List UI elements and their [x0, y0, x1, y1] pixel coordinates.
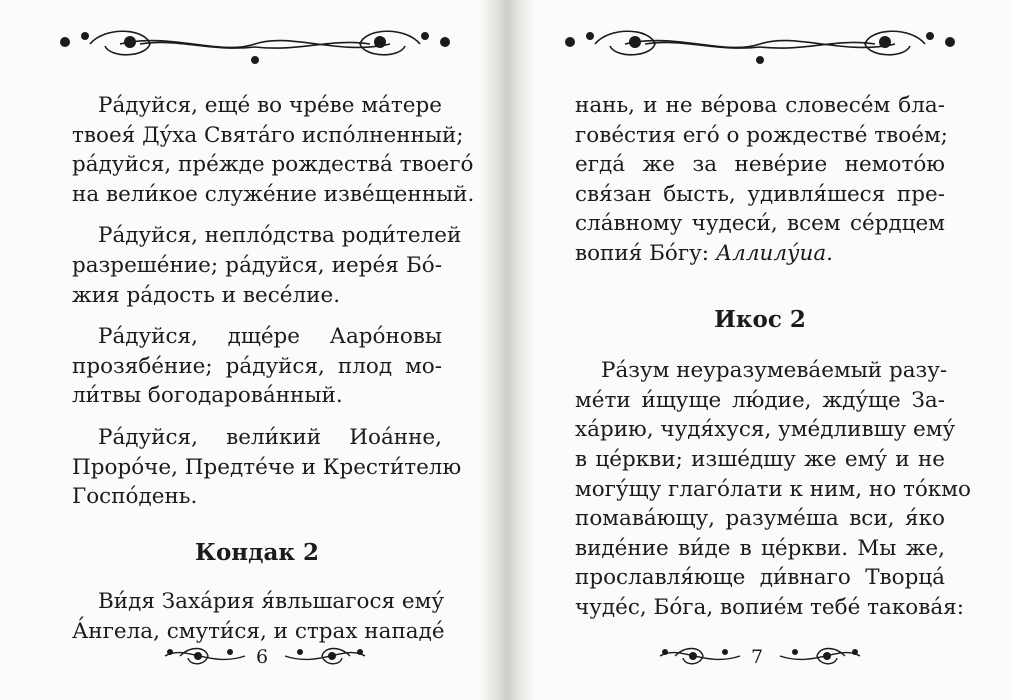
- text-line: А́нгела, смути́ся, и страх нападе́: [72, 618, 445, 644]
- top-ornament-right: [555, 22, 965, 68]
- text-line: Проро́че, Предте́че и Крести́телю: [72, 454, 462, 480]
- footer-ornament-icon: [280, 638, 370, 674]
- paragraph: [72, 221, 462, 310]
- text-line: егда́ же за неве́рие немото́ю: [575, 152, 945, 178]
- paragraph: [575, 356, 971, 622]
- top-ornament-left: [50, 22, 460, 68]
- text-line: Ви́дя Заха́рия я́вльшагося ему́: [98, 589, 444, 615]
- footer-ornament-icon: [655, 638, 745, 674]
- text-line: жия ра́дость и весе́лие.: [72, 282, 341, 308]
- page-number: 6: [256, 646, 269, 668]
- paragraph: [575, 91, 948, 269]
- text-line: Ра́зум неуразумева́емый разу-: [601, 358, 948, 384]
- right-footer: [655, 636, 865, 676]
- alleluia-text: Аллилу́иа.: [715, 240, 834, 266]
- paragraph: [72, 423, 462, 512]
- footer-ornament-icon: [160, 638, 250, 674]
- paragraph: [72, 91, 475, 209]
- text-line: виде́ние ви́де в це́ркви. Мы же,: [575, 535, 945, 561]
- right-page-text: [575, 91, 971, 635]
- paragraph: [72, 322, 442, 411]
- text-line: могу́щу глаго́лати к ним, но то́кмо: [575, 476, 971, 502]
- text-line: Ра́дуйся, вели́кий Иоа́нне,: [98, 424, 442, 450]
- page-number: 7: [751, 646, 764, 668]
- text-line: свя́зан бысть, удивля́шеся пре-: [575, 181, 945, 207]
- section-heading: Икос 2: [714, 305, 806, 333]
- text-line: прославля́юще ди́внаго Творца́: [575, 565, 945, 591]
- text-fragment: вопия́ Бо́гу:: [575, 240, 716, 266]
- text-line: прозябе́ние; ра́дуйся, плод мо-: [72, 353, 442, 379]
- text-line: ра́дуйся, пре́жде рождества́ твоего́: [72, 152, 474, 178]
- text-line: ха́рию, чудя́хуся, уме́длившу ему́: [575, 417, 956, 443]
- text-line: Ра́дуйся, дще́ре Аaро́новы: [98, 324, 442, 350]
- text-line: помава́ющу, разуме́ша вси, я́ко: [575, 506, 945, 532]
- text-line: ли́твы богодарова́нный.: [72, 383, 343, 409]
- text-line: сла́вному чудеси́, всем се́рдцем: [575, 211, 945, 237]
- text-line: на вели́кое служе́ние изве́щенный.: [72, 181, 475, 207]
- left-page-text: [72, 91, 475, 659]
- text-line: в це́ркви; изше́дшу же ему́ и не: [575, 446, 945, 472]
- text-line: нань, и не ве́рова словесе́м бла-: [575, 93, 945, 118]
- text-line: гове́стия его́ о рождестве́ твое́м;: [575, 122, 948, 148]
- text-line: [575, 239, 945, 269]
- text-line: Ра́дуйся, еще́ во чре́ве ма́тере: [98, 93, 442, 118]
- footer-ornament-icon: [775, 638, 865, 674]
- text-line: твоея́ Ду́ха Свята́го испо́лненный;: [72, 122, 464, 148]
- section-heading: Кондак 2: [195, 538, 319, 566]
- text-line: разреше́ние; ра́дуйся, иере́я Бо́-: [72, 252, 442, 278]
- text-line: ме́ти и́щуще лю́дие, жду́ще За-: [575, 387, 945, 413]
- book-gutter: [480, 0, 534, 700]
- text-line: Госпо́день.: [72, 484, 198, 510]
- text-line: Ра́дуйся, непло́дства роди́телей: [98, 223, 462, 249]
- text-line: чуде́с, Бо́га, вопие́м тебе́ такова́я:: [575, 594, 964, 620]
- left-footer: [160, 636, 370, 676]
